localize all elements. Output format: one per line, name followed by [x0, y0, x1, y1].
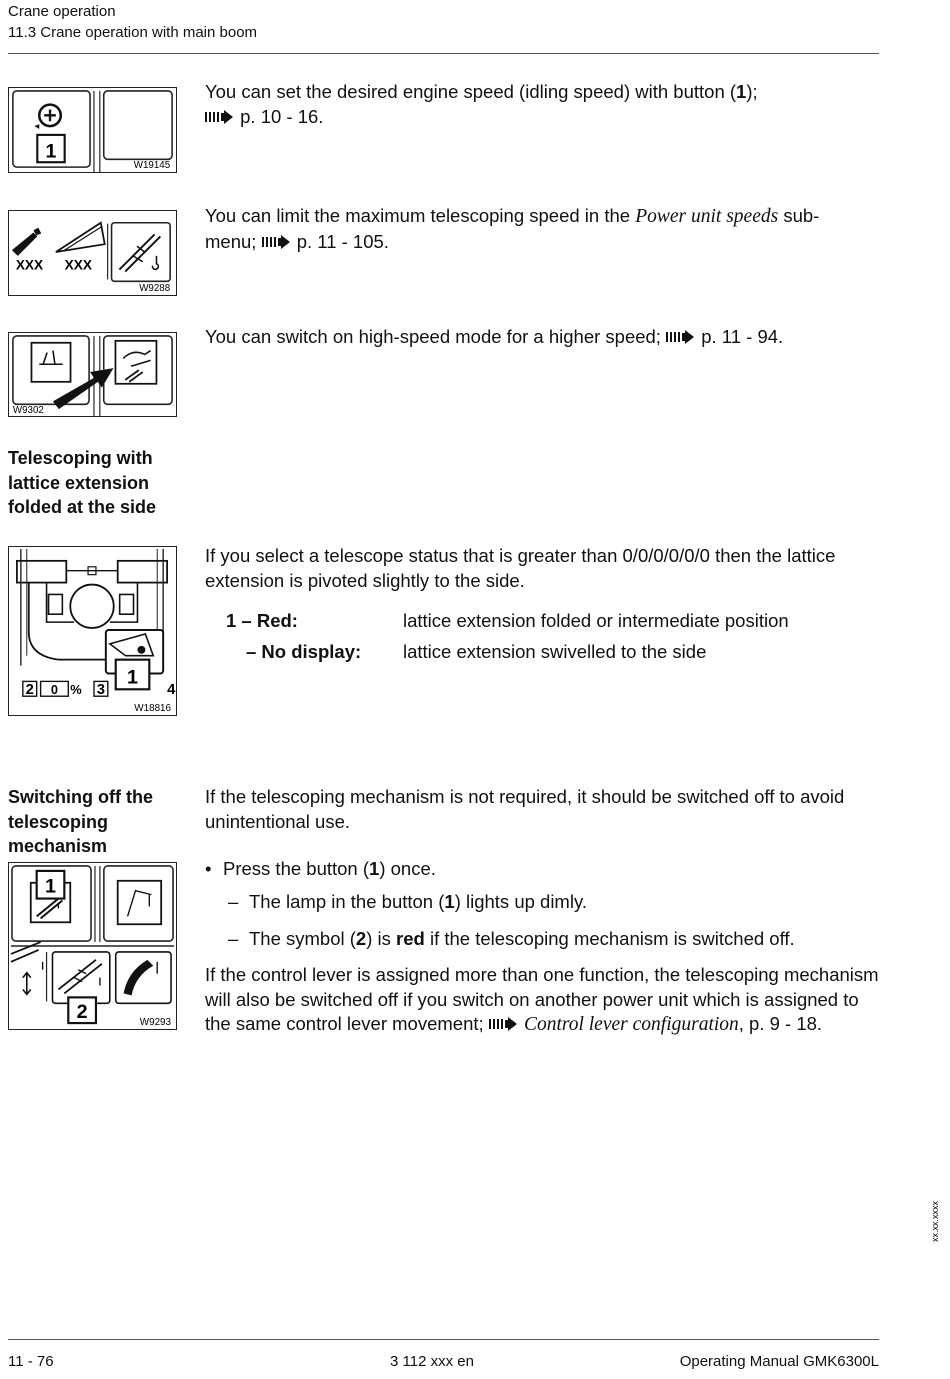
legend-key-no-display: – No display:: [246, 641, 362, 662]
control-lever-ref-link[interactable]: Control lever configuration: [523, 1014, 739, 1035]
figure-speed-label-mid: XXX: [64, 257, 92, 273]
high-speed-ref-link[interactable]: p. 11 - 94.: [701, 326, 784, 347]
figure-lattice-number: 1: [127, 666, 139, 689]
lattice-text: If you select a telescope status that is greater than 0/0/0/0/0/0 then the lattice extension is pivoted slightly to the side.: [205, 545, 836, 591]
footer-manual-title: Operating Manual GMK6300L: [679, 1353, 879, 1370]
idling-ref-link[interactable]: p. 10 - 16.: [240, 105, 324, 127]
figure-lattice-display: [8, 546, 177, 716]
figure-lattice-code: W18816: [134, 703, 172, 715]
cross-reference-arrow-icon: [205, 110, 235, 124]
svg-text:2: 2: [25, 682, 34, 699]
figure-switch-code: W9293: [139, 1017, 172, 1029]
figure-speed-code: W9288: [139, 283, 171, 295]
footer-rule: [8, 1339, 879, 1340]
header-chapter: Crane operation: [8, 3, 116, 20]
svg-text:4: 4: [167, 682, 176, 699]
header-section: 11.3 Crane operation with main boom: [8, 24, 258, 41]
figure-high-speed-code: W9302: [12, 405, 44, 416]
switch-off-final: If the control lever is assigned more than one function, the telescoping mechanism will also be switched off if you switch on another power unit which is assigned to the same control lever movement; Control lever configuration, p. 9 - 18.: [205, 964, 879, 1035]
figure-idling-number: 1: [45, 140, 57, 163]
svg-text:%: %: [70, 682, 82, 698]
header-rule: [8, 53, 879, 54]
cross-reference-arrow-icon: [666, 330, 696, 344]
switch-off-sub-2: – The symbol (2) is red if the telescoping mechanism is switched off.: [228, 928, 795, 949]
figure-switch-number-1: 1: [45, 875, 56, 898]
cross-reference-arrow-icon: [489, 1017, 519, 1031]
figure-high-speed: [8, 332, 177, 417]
switch-off-heading: Switching off the telescoping mechanism: [8, 787, 153, 856]
svg-text:3: 3: [96, 682, 106, 699]
lattice-heading: Telescoping with lattice extension folded at the side: [8, 448, 157, 517]
side-code: [928, 1188, 942, 1242]
legend-value-red: lattice extension folded or intermediate position: [403, 610, 789, 631]
figure-switch-off: [8, 862, 177, 1030]
telescoping-speed-text: You can limit the maximum telescoping speed in the Power unit speeds sub- menu; p. 11 - 105.: [205, 205, 820, 252]
legend-key-red: 1 – Red:: [226, 610, 298, 631]
footer-document-number: 3 112 xxx en: [390, 1353, 474, 1370]
cross-reference-arrow-icon: [262, 235, 292, 249]
figure-speed-label-left: XXX: [15, 257, 44, 273]
legend-row-no-display: [226, 640, 886, 664]
switch-off-sub-1: – The lamp in the button (1) lights up dimly.: [228, 891, 587, 912]
legend-row-red: [226, 609, 886, 633]
figure-switch-number-2: 2: [76, 1001, 88, 1024]
high-speed-text: You can switch on high-speed mode for a higher speed; p. 11 - 94.: [205, 326, 784, 347]
figure-telescoping-speed: [8, 210, 177, 296]
switch-off-bullet: • Press the button (1) once.: [205, 858, 436, 879]
svg-text:xx.xx.xxxx: xx.xx.xxxx: [930, 1200, 940, 1242]
footer-page-number: 11 - 76: [8, 1353, 54, 1370]
switch-off-intro: If the telescoping mechanism is not required, it should be switched off to avoid unintentional use.: [205, 786, 845, 832]
telescoping-speed-ref-link[interactable]: p. 11 - 105.: [296, 230, 389, 252]
idling-text: You can set the desired engine speed (idling speed) with button (1); p. 10 - 16.: [205, 81, 758, 127]
svg-text:0: 0: [50, 682, 59, 698]
figure-idling-button: [8, 87, 177, 173]
figure-idling-code: W19145: [133, 160, 171, 172]
legend-value-no-display: lattice extension swivelled to the side: [403, 641, 707, 662]
